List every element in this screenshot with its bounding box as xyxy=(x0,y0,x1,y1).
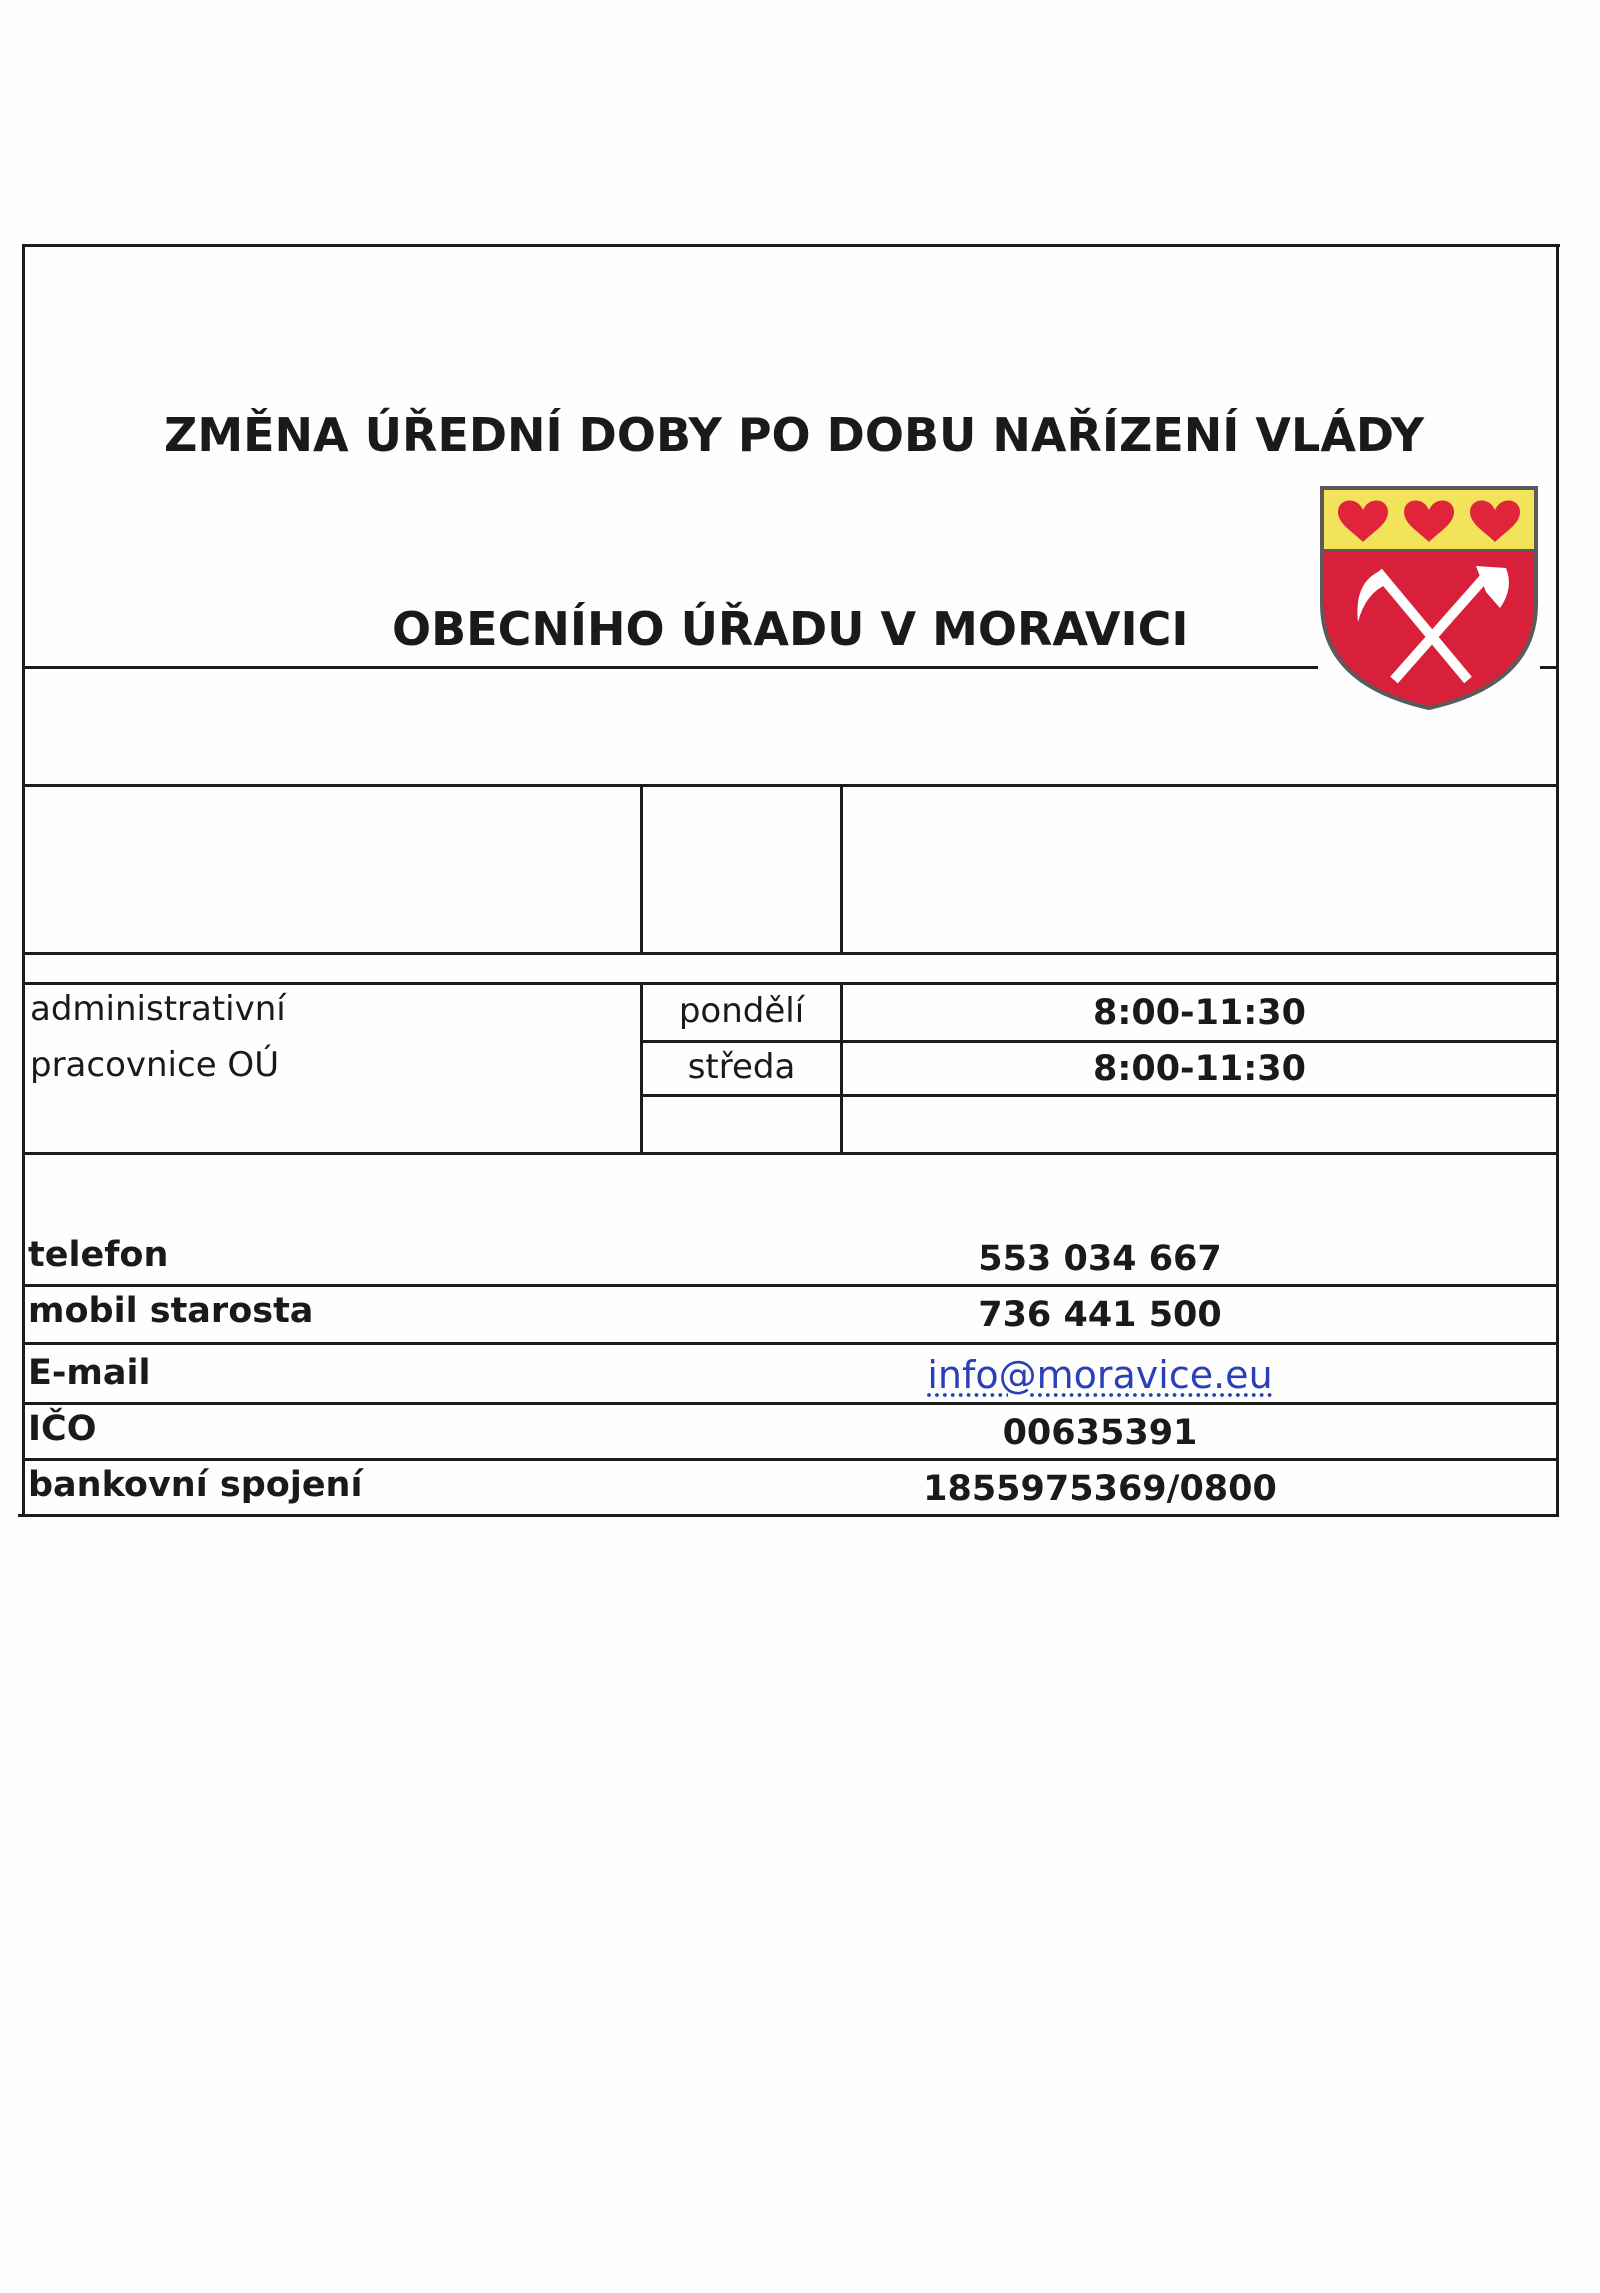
contact-divider xyxy=(22,1458,1558,1461)
role-label-line2: pracovnice OÚ xyxy=(30,1045,280,1085)
contact-label-ico: IČO xyxy=(28,1409,97,1449)
hours-day: středa xyxy=(687,1047,796,1087)
header-divider xyxy=(22,666,1318,669)
contact-label-email: E-mail xyxy=(28,1353,151,1393)
frame-right xyxy=(1556,244,1559,1516)
grid-col1-top xyxy=(640,784,643,952)
grid-col2-top xyxy=(840,784,843,952)
contact-value-ico: 00635391 xyxy=(1002,1413,1198,1453)
frame-top xyxy=(22,244,1560,247)
hours-row-divider-2 xyxy=(640,1094,1558,1097)
frame-bottom xyxy=(18,1514,1559,1517)
contact-divider xyxy=(22,1402,1558,1405)
contact-value-phone: 553 034 667 xyxy=(978,1239,1222,1279)
contact-value-mobile: 736 441 500 xyxy=(978,1295,1222,1335)
contact-value-email[interactable]: info@moravice.eu xyxy=(927,1353,1273,1397)
hours-row-divider-1 xyxy=(640,1040,1558,1043)
contact-value-bank: 1855975369/0800 xyxy=(923,1469,1277,1509)
hours-day: pondělí xyxy=(678,991,805,1031)
hours-time: 8:00-11:30 xyxy=(1093,1049,1306,1089)
contact-label-phone: telefon xyxy=(28,1235,169,1275)
role-label-line1: administrativní xyxy=(30,989,286,1029)
contact-label-mobile: mobil starosta xyxy=(28,1291,314,1331)
contact-divider xyxy=(22,1342,1558,1345)
page-title-line2: OBECNÍHO ÚŘADU V MORAVICI xyxy=(392,602,1189,656)
hours-top xyxy=(22,982,1558,985)
hours-time: 8:00-11:30 xyxy=(1093,993,1306,1033)
frame-left xyxy=(22,244,25,1516)
contact-label-bank: bankovní spojení xyxy=(28,1465,363,1505)
contact-divider xyxy=(22,1284,1558,1287)
moravice-coat-of-arms-icon xyxy=(1318,484,1540,712)
page-title-line1: ZMĚNA ÚŘEDNÍ DOBY PO DOBU NAŘÍZENÍ VLÁDY xyxy=(164,408,1425,462)
hours-bottom xyxy=(22,1152,1558,1155)
grid-empty-bottom xyxy=(22,952,1558,955)
grid-top xyxy=(22,784,1558,787)
header-divider-end xyxy=(1540,666,1559,669)
